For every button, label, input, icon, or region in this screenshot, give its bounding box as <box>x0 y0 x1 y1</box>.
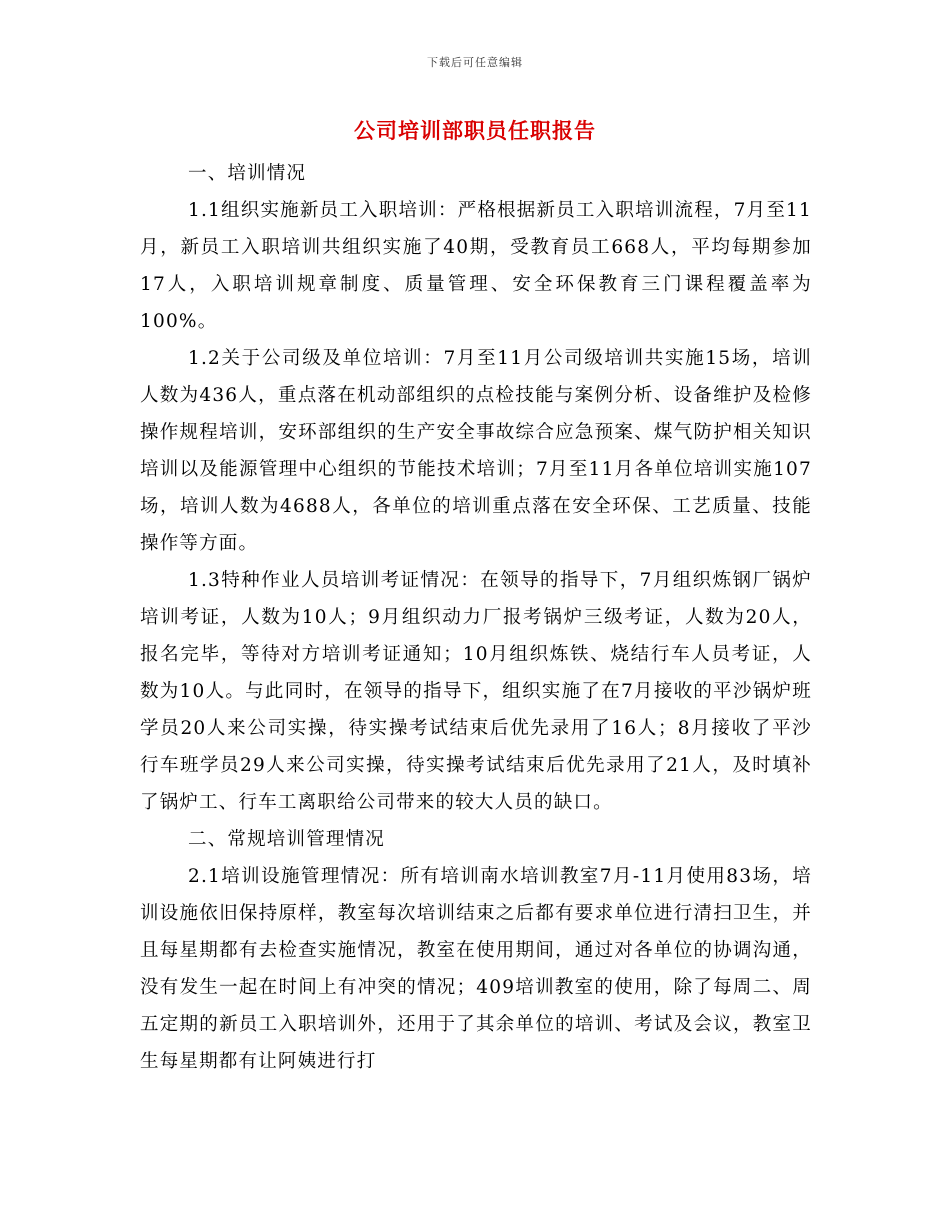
document-title: 公司培训部职员任职报告 <box>354 118 596 143</box>
section-heading-routine-management: 二、常规培训管理情况 <box>188 829 386 850</box>
paragraph-new-employee-training: 1.1组织实施新员工入职培训：严格根据新员工入职培训流程，7月至11月，新员工入职培训共组织实施了40期，受教育员工668人，平均每期参加17人，入职培训规章制度、质量管理、安全环保教育三门课程覆盖率为100%。 <box>140 200 812 332</box>
paragraph-facility-management: 2.1培训设施管理情况：所有培训南水培训教室7月-11月使用83场，培训设施依旧保持原样，教室每次培训结束之后都有要求单位进行清扫卫生，并且每星期都有去检查实施情况，教室在使用期间，通过对各单位的协调沟通，没有发生一起在时间上有冲突的情况；409培训教室的使用，除了每周二、周五定期的新员工入职培训外，还用于了其余单位的培训、考试及会议，教室卫生每星期都有让阿姨进行打 <box>140 866 812 1072</box>
document-body <box>140 155 812 1080</box>
paragraph-company-unit-training: 1.2关于公司级及单位培训：7月至11月公司级培训共实施15场，培训人数为436人，重点落在机动部组织的点检技能与案例分析、设备维护及检修操作规程培训，安环部组织的生产安全事故综合应急预案、煤气防护相关知识培训以及能源管理中心组织的节能技术培训；7月至11月各单位培训实施107场，培训人数为4688人，各单位的培训重点落在安全环保、工艺质量、技能操作等方面。 <box>140 348 812 554</box>
header-note: 下载后可任意编辑 <box>427 56 523 69</box>
paragraph-special-operations-certification: 1.3特种作业人员培训考证情况：在领导的指导下，7月组织炼钢厂锅炉培训考证，人数为10人；9月组织动力厂报考锅炉三级考证，人数为20人，报名完毕，等待对方培训考证通知；10月组织炼铁、烧结行车人员考证，人数为10人。与此同时，在领导的指导下，组织实施了在7月接收的平沙锅炉班学员20人来公司实操，待实操考试结束后优先录用了16人；8月接收了平沙行车班学员29人来公司实操，待实操考试结束后优先录用了21人，及时填补了锅炉工、行车工离职给公司带来的较大人员的缺口。 <box>140 570 812 813</box>
section-heading-training: 一、培训情况 <box>188 163 307 184</box>
